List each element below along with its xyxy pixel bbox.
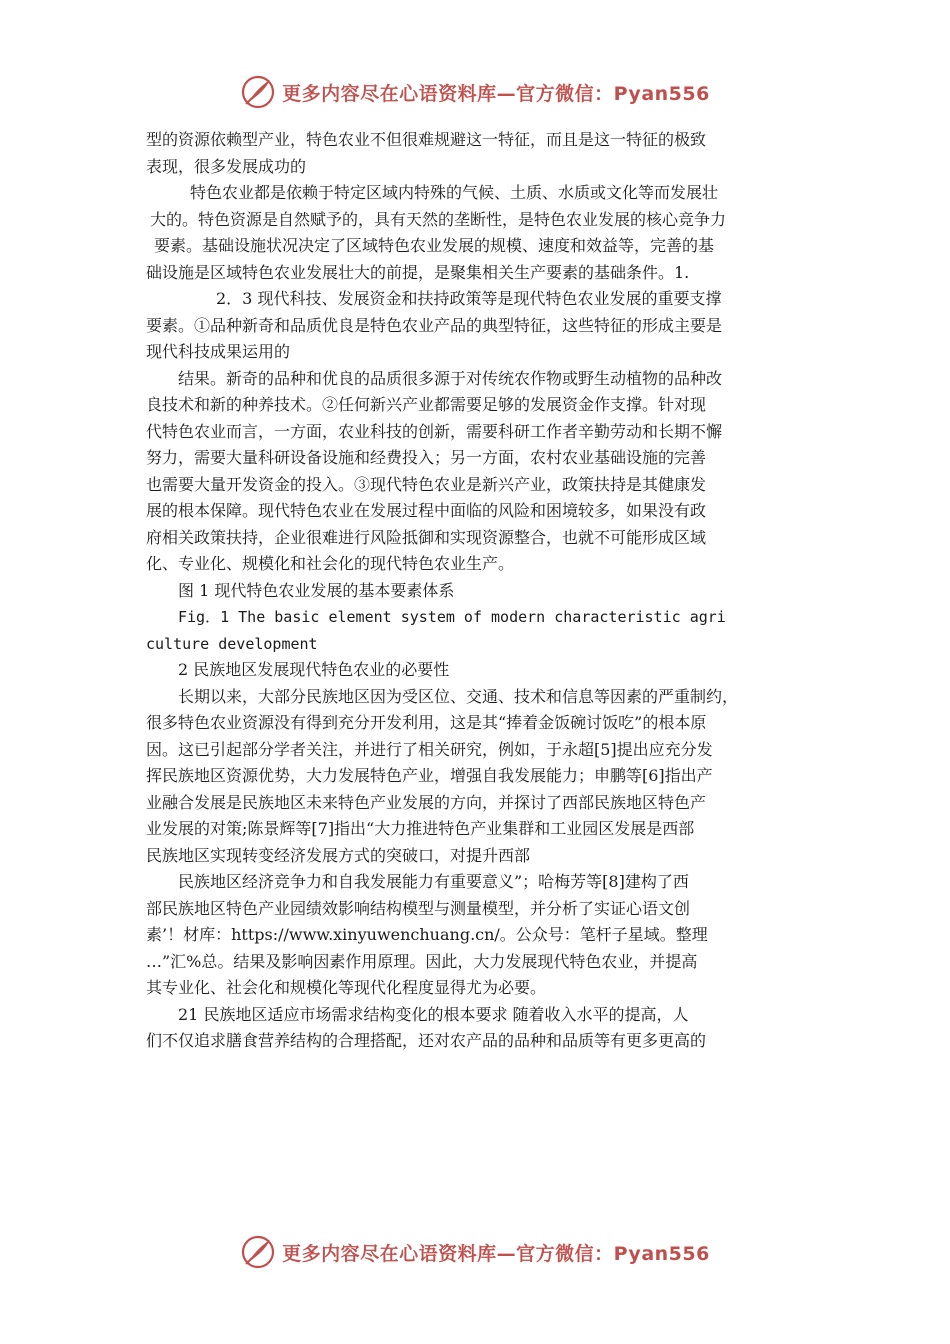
text-line: 大的。特色资源是自然赋予的，具有天然的垄断性，是特色农业发展的核心竞争力 [150,209,727,229]
text-line: 业发展的对策;陈景辉等[7]指出“大力推进特色产业集群和工业园区发展是西部 [146,819,695,838]
text-line: …”汇%总。结果及影响因素作用原理。因此，大力发展现代特色农业，并提高 [146,951,698,971]
text-line: 业融合发展是民族地区未来特色产业发展的方向，并探讨了西部民族地区特色产 [146,792,707,812]
text-line: 础设施是区域特色农业发展壮大的前提，是聚集相关生产要素的基础条件。1. [146,262,690,282]
header-watermark-text: 更多内容尽在心语资料库—官方微信：Pyan556 [282,82,710,105]
text-line: 型的资源依赖型产业，特色农业不但很难规避这一特征，而且是这一特征的极致 [146,130,707,149]
text-line: 2．3 现代科技、发展资金和扶持政策等是现代特色农业发展的重要支撑 [216,289,722,308]
text-line: Fig．1 The basic element system of modern characteristic agri [178,608,726,626]
footer-watermark-banner [0,1230,950,1274]
header-watermark-banner [0,70,950,114]
text-line: 部民族地区特色产业园绩效影响结构模型与测量模型，并分析了实证心语文创 [146,898,691,918]
text-line: 也需要大量开发资金的投入。③现代特色农业是新兴产业，政策扶持是其健康发 [146,474,707,494]
feather-logo-icon [240,1234,276,1270]
text-line: 挥民族地区资源优势，大力发展特色产业，增强自我发展能力；申鹏等[6]指出产 [146,766,713,785]
text-line: 结果。新奇的品种和优良的品质很多源于对传统农作物或野生动植物的品种改 [178,368,723,388]
text-line: 现代科技成果运用的 [146,342,291,361]
text-line: 特色农业都是依赖于特定区域内特殊的气候、土质、水质或文化等而发展壮 [190,183,719,202]
text-line: 2 民族地区发展现代特色农业的必要性 [178,660,450,679]
text-line: 要素。①品种新奇和品质优良是特色农业产品的典型特征，这些特征的形成主要是 [146,315,723,335]
document-body [146,127,816,1055]
text-line: 21 民族地区适应市场需求结构变化的根本要求 随着收入水平的提高，人 [178,1004,689,1024]
text-line: 很多特色农业资源没有得到充分开发利用，这是其“捧着金饭碗讨饭吃”的根本原 [146,713,707,732]
text-line: 要素。基础设施状况决定了区域特色农业发展的规模、速度和效益等，完善的基 [154,236,715,255]
text-line: 素’！材库：https://www.xinyuwenchuang.cn/。公众号：笔杆子星域。整理 [146,925,708,944]
text-line: 们不仅追求膳食营养结构的合理搭配，还对农产品的品种和品质等有更多更高的 [146,1031,707,1050]
text-line: 民族地区实现转变经济发展方式的突破口，对提升西部 [146,845,531,865]
text-line: 表现，很多发展成功的 [146,156,307,176]
text-line: 代特色农业而言，一方面，农业科技的创新，需要科研工作者辛勤劳动和长期不懈 [146,421,723,441]
text-line: 因。这已引起部分学者关注，并进行了相关研究，例如，于永超[5]提出应充分发 [146,739,713,759]
text-line: 化、专业化、规模化和社会化的现代特色农业生产。 [146,554,515,573]
text-line: 长期以来，大部分民族地区因为受区位、交通、技术和信息等因素的严重制约， [178,686,739,706]
text-line: 展的根本保障。现代特色农业在发展过程中面临的风险和困境较多，如果没有政 [146,501,707,520]
text-line: 其专业化、社会化和规模化等现代化程度显得尤为必要。 [146,978,547,997]
text-line: culture development [146,634,318,653]
text-line: 民族地区经济竞争力和自我发展能力有重要意义”；哈梅芳等[8]建构了西 [178,872,689,891]
text-line: 努力，需要大量科研设备设施和经费投入；另一方面，农村农业基础设施的完善 [146,448,707,467]
text-line: 图 1 现代特色农业发展的基本要素体系 [178,580,455,600]
text-line: 良技术和新的种养技术。②任何新兴产业都需要足够的发展资金作支撑。针对现 [146,395,707,414]
feather-logo-icon [240,74,276,110]
text-line: 府相关政策扶持，企业很难进行风险抵御和实现资源整合，也就不可能形成区域 [146,527,707,547]
footer-watermark-text: 更多内容尽在心语资料库—官方微信：Pyan556 [282,1242,710,1265]
